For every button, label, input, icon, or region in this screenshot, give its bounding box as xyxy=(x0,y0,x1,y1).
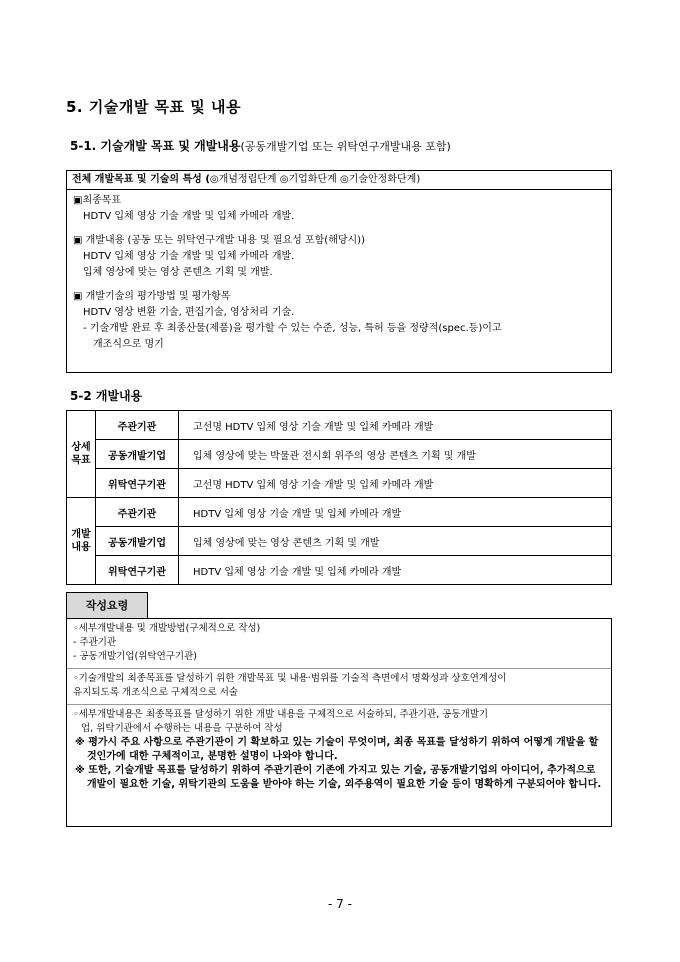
table-row xyxy=(67,469,612,498)
role-cell: 공동개발기업 xyxy=(96,440,179,469)
content-line: 입체 영상에 맞는 영상 콘텐츠 기획 및 개발. xyxy=(83,267,273,278)
detail-goal-category: 상세 목표 xyxy=(67,411,96,498)
guide-section xyxy=(67,705,611,796)
table-row xyxy=(67,440,612,469)
table-row xyxy=(67,411,612,440)
guide-note: ※ 또한, 기술개발 목표를 달성하기 위하여 주관기관이 기존에 가지고 있는 기술, 공동개발기업의 아이디어, 추가적으로 개발이 필요한 기술, 위탁기관의 도움을 받아야 하는 기술, 외주용역이 필요한 기술 등이 명확하게 구분되어야 합니다. xyxy=(75,765,602,790)
desc-cell: HDTV 입체 영상 기술 개발 및 입체 카메라 개발 xyxy=(179,498,612,527)
overall-goal-header-title: 전체 개발목표 및 기술의 특성 ( xyxy=(72,174,210,185)
overall-goal-body xyxy=(67,190,611,356)
desc-cell: 입체 영상에 맞는 박물관 전시회 위주의 영상 콘텐츠 기획 및 개발 xyxy=(179,440,612,469)
overall-goal-header xyxy=(67,171,611,190)
subsection-title-suffix: (공동개발기업 또는 위탁연구개발내용 포함) xyxy=(240,140,451,153)
table-row xyxy=(67,556,612,585)
guide-line: 업, 위탁기관에서 수행하는 내용을 구분하여 작성 xyxy=(81,723,283,734)
table-row xyxy=(67,527,612,556)
guide-line: - 공동개발기업(위탁연구기관) xyxy=(73,651,197,662)
evaluation-line: HDTV 영상 변환 기술, 편집기술, 영상처리 기술. xyxy=(83,307,295,318)
guide-note: ※ 평가시 주요 사항으로 주관기관이 기 확보하고 있는 기술이 무엇이며, 최종 목표를 달성하기 위하여 어떻게 개발을 할 것인가에 대한 구체적이고, 분명한 설명이 나와야 합니다. xyxy=(75,737,599,762)
desc-cell: 고선명 HDTV 입체 영상 기술 개발 및 입체 카메라 개발 xyxy=(179,411,612,440)
role-cell: 공동개발기업 xyxy=(96,527,179,556)
writing-guide-tab: 작성요령 xyxy=(66,592,148,618)
role-cell: 주관기관 xyxy=(96,411,179,440)
dev-content-category: 개발 내용 xyxy=(67,498,96,585)
guide-line: ◦세부개발내용 및 개발방법(구체적으로 작성) xyxy=(73,623,261,634)
section-title: 5. 기술개발 목표 및 내용 xyxy=(66,98,241,116)
goals-table xyxy=(66,410,612,585)
subsection2-title: 5-2 개발내용 xyxy=(70,389,143,403)
final-goal-label: ▣최종목표 xyxy=(73,195,122,206)
final-goal-text: HDTV 입체 영상 기술 개발 및 입체 카메라 개발. xyxy=(83,211,295,222)
role-cell: 위탁연구기관 xyxy=(96,469,179,498)
evaluation-label: ▣ 개발기술의 평가방법 및 평가항목 xyxy=(73,291,231,302)
role-cell: 주관기관 xyxy=(96,498,179,527)
guide-line: - 주관기관 xyxy=(73,637,117,648)
page-number: - 7 - xyxy=(328,897,352,911)
role-cell: 위탁연구기관 xyxy=(96,556,179,585)
guide-line: ◦기술개발의 최종목표를 달성하기 위한 개발목표 및 내용·범위를 기술적 측면에서 명확성과 상호연계성이 xyxy=(73,673,507,684)
desc-cell: 고선명 HDTV 입체 영상 기술 개발 및 입체 카메라 개발 xyxy=(179,469,612,498)
subsection-title-main: 5-1. 기술개발 목표 및 개발내용 xyxy=(70,139,241,153)
guide-line: 유지되도록 개조식으로 구체적으로 서술 xyxy=(73,687,239,698)
evaluation-line: - 기술개발 완료 후 최종산물(제품)을 평가할 수 있는 수준, 성능, 특허 등을 정량적(spec.등)이고 xyxy=(83,323,502,334)
overall-goal-box xyxy=(66,170,612,373)
desc-cell: 입체 영상에 맞는 영상 콘텐츠 기획 및 개발 xyxy=(179,527,612,556)
guide-section xyxy=(67,669,611,705)
guide-line: ◦세부개발내용은 최종목표를 달성하기 위한 개발 내용을 구체적으로 서술하되, 주관기관, 공동개발기 xyxy=(73,709,489,720)
table-row xyxy=(67,498,612,527)
desc-cell: HDTV 입체 영상 기술 개발 및 입체 카메라 개발 xyxy=(179,556,612,585)
evaluation-line: 개조식으로 명기 xyxy=(93,339,164,350)
overall-goal-header-stages: ◎개념정립단계 ◎기업화단계 ◎기술안정화단계) xyxy=(209,174,421,185)
subsection-title xyxy=(70,137,451,154)
writing-guide-box xyxy=(66,618,612,827)
guide-section xyxy=(67,619,611,669)
content-label: ▣ 개발내용 (공동 또는 위탁연구개발 내용 및 필요성 포함(해당시)) xyxy=(73,235,365,246)
content-line: HDTV 입체 영상 기술 개발 및 입체 카메라 개발. xyxy=(83,251,295,262)
